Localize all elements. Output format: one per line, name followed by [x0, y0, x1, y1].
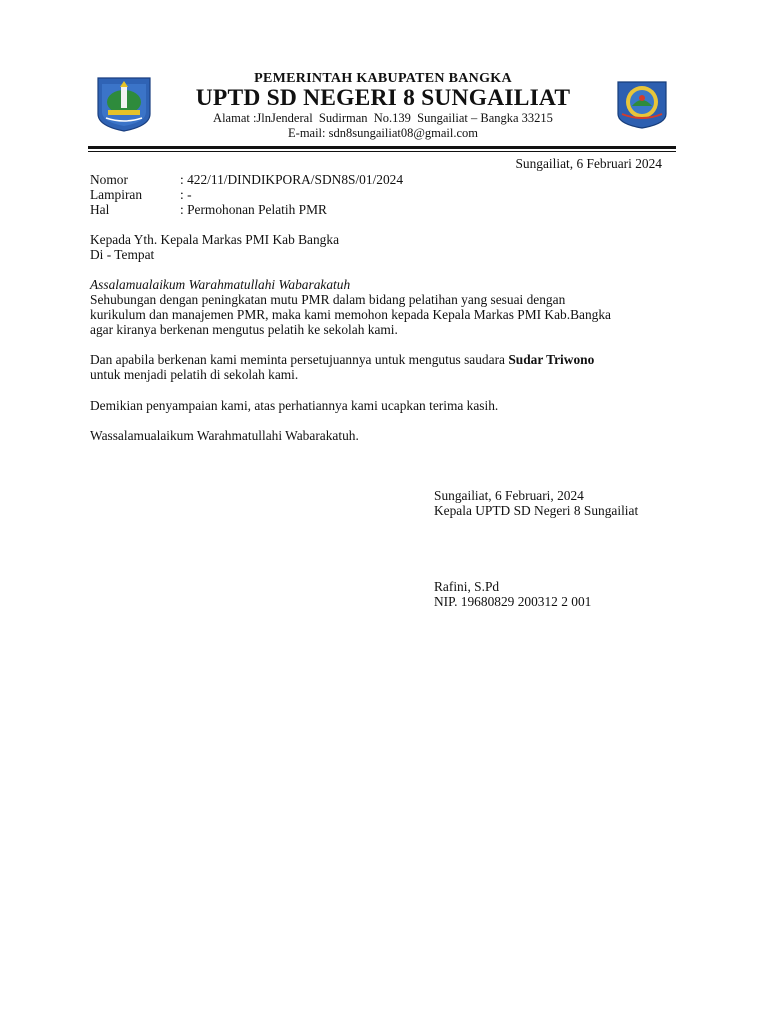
lampiran-label: Lampiran [90, 187, 143, 202]
school-address: Alamat :JlnJenderal Sudirman No.139 Sungailiat – Bangka 33215 [213, 111, 553, 125]
body-paragraph-1-line-3: agar kiranya berkenan mengutus pelatih ke sekolah kami. [90, 322, 398, 337]
nomor-label: Nomor [90, 172, 128, 187]
nomor-value: : 422/11/DINDIKPORA/SDN8S/01/2024 [180, 172, 404, 187]
closing-greeting: Wassalamualaikum Warahmatullahi Wabarakatuh. [90, 428, 359, 443]
letterhead-divider-thin [88, 151, 676, 152]
lampiran-value: : - [180, 187, 192, 202]
letterhead-divider-thick [88, 146, 676, 149]
body-paragraph-1-line-1: Sehubungan dengan peningkatan mutu PMR dalam bidang pelatihan yang sesuai dengan [90, 292, 566, 307]
hal-value: : Permohonan Pelatih PMR [180, 202, 327, 217]
school-email: E-mail: sdn8sungailiat08@gmail.com [288, 126, 478, 140]
school-emblem-logo [612, 76, 672, 130]
body-paragraph-2-line-1 [90, 352, 594, 368]
school-name-heading: UPTD SD NEGERI 8 SUNGAILIAT [195, 85, 571, 111]
signature-nip: NIP. 19680829 200312 2 001 [434, 594, 592, 609]
paragraph-2-prefix: Dan apabila berkenan kami meminta persetujuannya untuk mengutus saudara [90, 352, 509, 367]
signature-place-date: Sungailiat, 6 Februari, 2024 [434, 488, 584, 503]
kabupaten-bangka-logo [94, 74, 154, 132]
recipient-place: Di - Tempat [90, 247, 155, 262]
body-paragraph-2-line-2: untuk menjadi pelatih di sekolah kami. [90, 367, 299, 382]
signature-name: Rafini, S.Pd [434, 579, 500, 594]
body-paragraph-3: Demikian penyampaian kami, atas perhatiannya kami ucapkan terima kasih. [90, 398, 499, 413]
signature-position: Kepala UPTD SD Negeri 8 Sungailiat [434, 503, 639, 518]
recipient-line: Kepada Yth. Kepala Markas PMI Kab Bangka [90, 232, 340, 247]
trainer-name: Sudar Triwono [508, 352, 595, 367]
letter-date: Sungailiat, 6 Februari 2024 [515, 156, 662, 171]
body-paragraph-1-line-2: kurikulum dan manajemen PMR, maka kami memohon kepada Kepala Markas PMI Kab.Bangka [90, 307, 611, 322]
government-heading: PEMERINTAH KABUPATEN BANGKA [254, 71, 512, 86]
opening-greeting: Assalamualaikum Warahmatullahi Wabarakatuh [90, 277, 351, 292]
hal-label: Hal [90, 202, 110, 217]
